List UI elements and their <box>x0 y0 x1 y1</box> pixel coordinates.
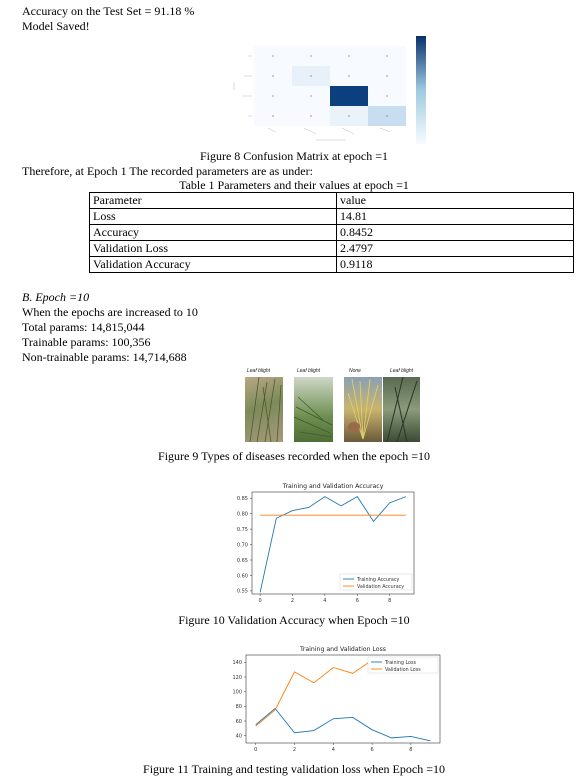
photo-label: Leaf blight <box>247 368 271 374</box>
table-cell: Validation Accuracy <box>90 257 337 273</box>
y-tick-label: 60 <box>235 718 242 725</box>
y-tick-label: 80 <box>235 704 242 711</box>
confusion-matrix-svg <box>228 36 438 146</box>
legend-label: Training Accuracy <box>357 577 400 583</box>
photo-label: Leaf blight <box>390 368 414 374</box>
figure11-caption: Figure 11 Training and testing validation loss when Epoch =10 <box>143 762 445 776</box>
section-b-heading: B. Epoch =10 <box>22 290 90 304</box>
y-tick-label: 0.85 <box>236 495 248 502</box>
table-header-row <box>90 193 574 209</box>
y-tick-label: 40 <box>235 733 242 740</box>
table-cell: Validation Loss <box>90 241 337 257</box>
table-cell: 14.81 <box>337 209 574 225</box>
x-tick-label: 0 <box>258 598 262 604</box>
x-tick-label: 4 <box>323 598 327 604</box>
section-b-line: Total params: 14,815,044 <box>22 320 145 334</box>
section-b-line: Non-trainable params: 14,714,688 <box>22 350 187 364</box>
chart-title: Training and Validation Accuracy <box>282 483 384 490</box>
parameters-table <box>89 192 574 273</box>
series-line <box>256 660 372 726</box>
x-tick-label: 6 <box>370 747 374 753</box>
table-header-cell: value <box>337 193 574 209</box>
disease-photos-figure <box>240 366 425 446</box>
test-accuracy-text: Accuracy on the Test Set = 91.18 % <box>22 4 195 18</box>
figure10-caption: Figure 10 Validation Accuracy when Epoch =10 <box>178 613 410 627</box>
loss-chart <box>226 645 444 757</box>
x-tick-label: 0 <box>254 747 258 753</box>
x-tick-label: 4 <box>331 747 335 753</box>
table-row <box>90 257 574 273</box>
y-tick-label: 140 <box>232 660 242 667</box>
table1-caption: Table 1 Parameters and their values at epoch =1 <box>179 178 409 192</box>
table-cell: 0.8452 <box>337 225 574 241</box>
table-cell: 0.9118 <box>337 257 574 273</box>
y-tick-label: 0.75 <box>236 526 248 533</box>
y-tick-label: 0.55 <box>236 588 248 595</box>
confusion-matrix-figure <box>228 36 438 146</box>
x-tick-label: 8 <box>409 747 413 753</box>
table-cell: Loss <box>90 209 337 225</box>
series-line <box>256 709 431 741</box>
x-tick-label: 2 <box>292 747 297 753</box>
legend-label: Validation Loss <box>385 667 421 673</box>
loss-chart-svg <box>226 645 444 757</box>
model-saved-text: Model Saved! <box>22 19 90 33</box>
table-cell: Accuracy <box>90 225 337 241</box>
disease-photo-2 <box>294 377 333 442</box>
photo-label: Leaf blight <box>297 368 321 374</box>
x-tick-label: 2 <box>290 598 295 604</box>
table-header-cell: Parameter <box>90 193 337 209</box>
y-tick-label: 0.80 <box>236 511 248 518</box>
table-row <box>90 209 574 225</box>
y-tick-label: 0.65 <box>236 557 248 564</box>
x-tick-label: 6 <box>355 598 359 604</box>
legend-label: Training Loss <box>385 660 416 666</box>
disease-photo-3 <box>344 377 382 442</box>
accuracy-chart <box>228 480 418 610</box>
y-tick-label: 0.60 <box>236 573 248 580</box>
figure8-caption: Figure 8 Confusion Matrix at epoch =1 <box>199 149 389 163</box>
x-tick-label: 8 <box>388 598 392 604</box>
photo-label: None <box>349 368 361 374</box>
colorbar <box>416 36 426 144</box>
paragraph-epoch1: Therefore, at Epoch 1 The recorded parameters are as under: <box>22 164 313 178</box>
cm-cell <box>330 86 368 106</box>
y-tick-label: 100 <box>232 689 242 696</box>
table-cell: 2.4797 <box>337 241 574 257</box>
disease-photo-4 <box>383 377 420 442</box>
figure9-caption: Figure 9 Types of diseases recorded when the epoch =10 <box>158 449 430 463</box>
y-tick-label: 0.70 <box>236 542 248 549</box>
section-b-line: When the epochs are increased to 10 <box>22 305 198 319</box>
table-row <box>90 225 574 241</box>
disease-photo-1 <box>245 377 283 442</box>
y-tick-label: 120 <box>232 674 242 681</box>
accuracy-chart-svg <box>228 480 418 610</box>
table-row <box>90 241 574 257</box>
section-b-line: Trainable params: 100,356 <box>22 335 151 349</box>
chart-title: Training and Validation Loss <box>299 646 387 653</box>
legend-label: Validation Accuracy <box>357 584 405 590</box>
